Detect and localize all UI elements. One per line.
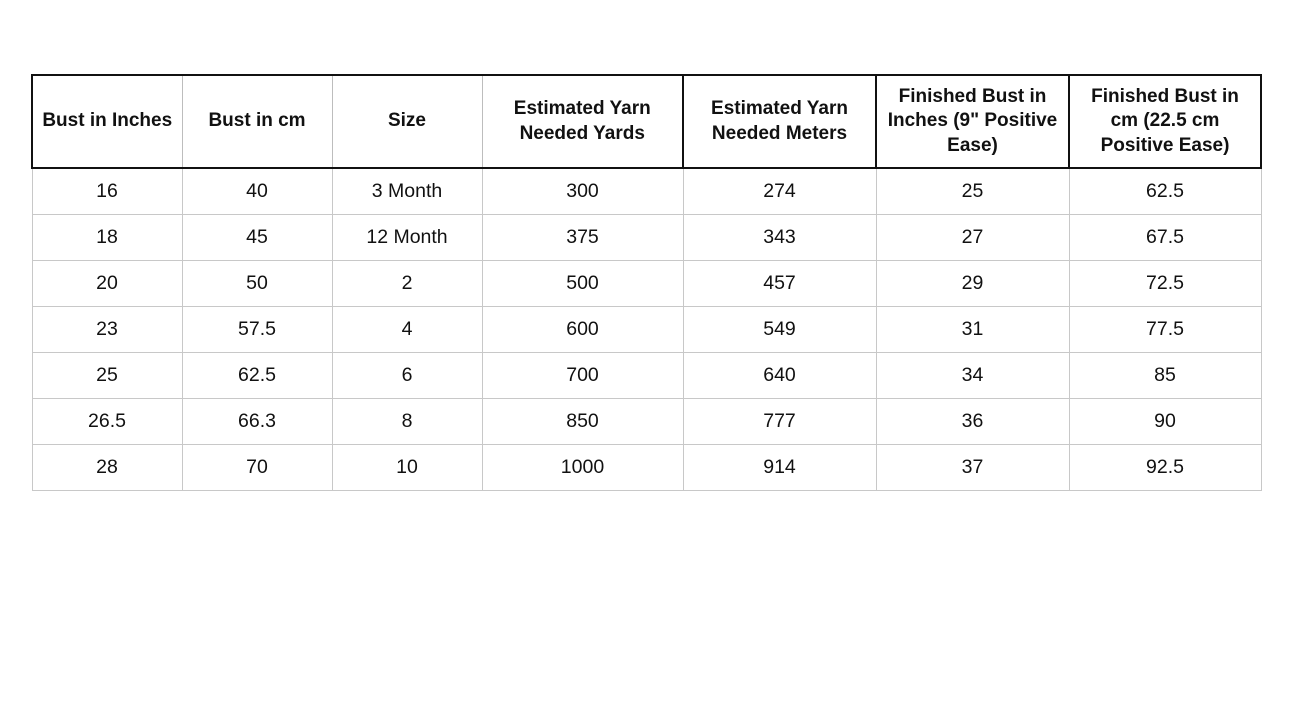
table-cell: 85	[1069, 352, 1261, 398]
table-cell: 8	[332, 398, 482, 444]
table-cell: 640	[683, 352, 876, 398]
size-chart-table	[31, 74, 1262, 491]
table-cell: 16	[32, 168, 182, 214]
table-cell: 28	[32, 444, 182, 490]
table-cell: 4	[332, 306, 482, 352]
table-cell: 2	[332, 260, 482, 306]
table-cell: 20	[32, 260, 182, 306]
table-cell: 6	[332, 352, 482, 398]
table-cell: 36	[876, 398, 1069, 444]
table-cell: 274	[683, 168, 876, 214]
table-cell: 31	[876, 306, 1069, 352]
table-header	[32, 75, 1261, 168]
table-cell: 500	[482, 260, 683, 306]
table-cell: 62.5	[1069, 168, 1261, 214]
table-cell: 34	[876, 352, 1069, 398]
table-row	[32, 168, 1261, 214]
header-bust-inches: Bust in Inches	[32, 75, 182, 168]
header-yarn-meters: Estimated Yarn Needed Meters	[683, 75, 876, 168]
table-cell: 1000	[482, 444, 683, 490]
table-cell: 18	[32, 214, 182, 260]
header-bust-cm: Bust in cm	[182, 75, 332, 168]
table-cell: 3 Month	[332, 168, 482, 214]
table-cell: 40	[182, 168, 332, 214]
table-cell: 27	[876, 214, 1069, 260]
table-row	[32, 398, 1261, 444]
table-cell: 37	[876, 444, 1069, 490]
table-cell: 700	[482, 352, 683, 398]
table-cell: 29	[876, 260, 1069, 306]
header-finished-bust-inches: Finished Bust in Inches (9" Positive Ease)	[876, 75, 1069, 168]
table-cell: 12 Month	[332, 214, 482, 260]
table-cell: 66.3	[182, 398, 332, 444]
table-cell: 600	[482, 306, 683, 352]
header-row	[32, 75, 1261, 168]
table-row	[32, 260, 1261, 306]
table-cell: 50	[182, 260, 332, 306]
table-row	[32, 352, 1261, 398]
table-cell: 25	[876, 168, 1069, 214]
table-cell: 92.5	[1069, 444, 1261, 490]
table-cell: 10	[332, 444, 482, 490]
table-cell: 457	[683, 260, 876, 306]
table-cell: 72.5	[1069, 260, 1261, 306]
header-finished-bust-cm: Finished Bust in cm (22.5 cm Positive Ease)	[1069, 75, 1261, 168]
table-row	[32, 444, 1261, 490]
table-row	[32, 306, 1261, 352]
table-cell: 850	[482, 398, 683, 444]
table-cell: 26.5	[32, 398, 182, 444]
table-cell: 300	[482, 168, 683, 214]
table-cell: 90	[1069, 398, 1261, 444]
table-cell: 77.5	[1069, 306, 1261, 352]
table-cell: 343	[683, 214, 876, 260]
table-cell: 70	[182, 444, 332, 490]
table-cell: 777	[683, 398, 876, 444]
table-cell: 25	[32, 352, 182, 398]
table-cell: 914	[683, 444, 876, 490]
table-body	[32, 168, 1261, 490]
header-size: Size	[332, 75, 482, 168]
table-cell: 45	[182, 214, 332, 260]
table-cell: 67.5	[1069, 214, 1261, 260]
table-cell: 375	[482, 214, 683, 260]
table-row	[32, 214, 1261, 260]
table-cell: 57.5	[182, 306, 332, 352]
table-cell: 549	[683, 306, 876, 352]
header-yarn-yards: Estimated Yarn Needed Yards	[482, 75, 683, 168]
table-cell: 23	[32, 306, 182, 352]
table-cell: 62.5	[182, 352, 332, 398]
